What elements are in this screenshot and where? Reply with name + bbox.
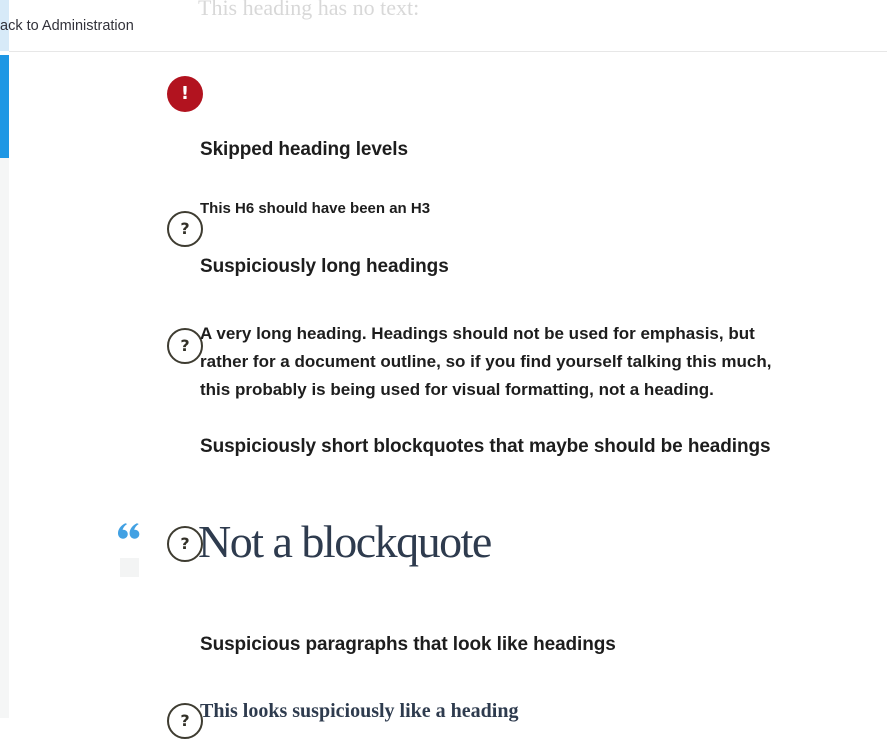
long-headings-title: Suspiciously long headings xyxy=(200,256,449,277)
suspicious-paragraph-example: This looks suspiciously like a heading xyxy=(200,700,519,722)
quote-icon xyxy=(116,521,140,542)
question-icon: ? xyxy=(167,703,203,739)
warning-flag-button-1[interactable] xyxy=(167,211,203,247)
question-icon: ? xyxy=(167,526,203,562)
left-gutter-strip xyxy=(0,158,9,718)
long-heading-example-line: A very long heading. Headings should not be used for emphasis, but xyxy=(200,324,755,343)
blockquote-placeholder-box xyxy=(120,558,139,577)
empty-heading-text: This heading has no text: xyxy=(198,0,420,20)
left-accent-bar xyxy=(0,55,9,158)
warning-flag-button-4[interactable] xyxy=(167,703,203,739)
back-to-administration-link[interactable]: ack to Administration xyxy=(0,18,134,34)
error-flag-button[interactable] xyxy=(167,76,203,112)
question-icon: ? xyxy=(167,328,203,364)
question-icon: ? xyxy=(167,211,203,247)
header-divider xyxy=(9,51,887,52)
long-heading-example-line: this probably is being used for visual formatting, not a heading. xyxy=(200,380,714,399)
long-heading-example xyxy=(200,320,780,404)
suspicious-paragraphs-title: Suspicious paragraphs that look like headings xyxy=(200,634,616,655)
not-a-blockquote-heading: Not a blockquote xyxy=(198,516,491,567)
long-heading-example-line: rather for a document outline, so if you find yourself talking this much, xyxy=(200,352,772,371)
short-blockquotes-title: Suspiciously short blockquotes that maybe should be headings xyxy=(200,436,771,457)
warning-flag-button-2[interactable] xyxy=(167,328,203,364)
skipped-heading-levels-title: Skipped heading levels xyxy=(200,139,408,160)
exclamation-icon: ! xyxy=(167,76,203,112)
h6-example-text: This H6 should have been an H3 xyxy=(200,200,431,217)
